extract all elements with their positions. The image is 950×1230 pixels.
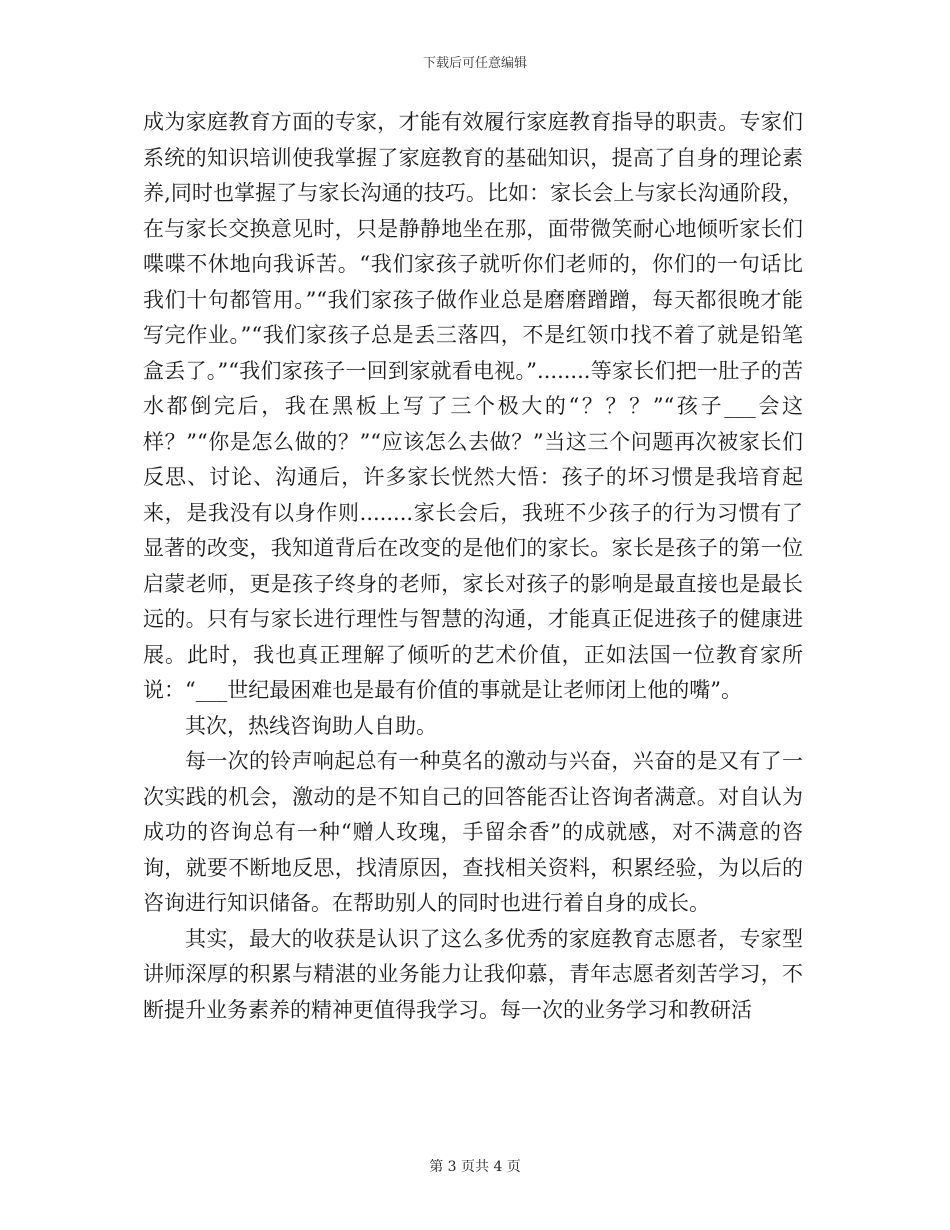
paragraph-1: 成为家庭教育方面的专家，才能有效履行家庭教育指导的职责。专家们系统的知识培训使我掌握了家庭教育的基础知识，提高了自身的理论素养,同时也掌握了与家长沟通的技巧。比如：家长会上与家长沟通阶段，在与家长交换意见时，只是静静地坐在那，面带微笑耐心地倾听家长们喋喋不休地向我诉苦。“我们家孩子就听你们老师的，你们的一句话比我们十句都管用。”“我们家孩子做作业总是磨磨蹭蹭，每天都很晚才能写完作业。”“我们家孩子总是丢三落四，不是红领巾找不着了就是铅笔盒丢了。”“我们家孩子一回到家就看电视。”........等家长们把一肚子的苦水都倒完后，我在黑板上写了三个极大的“？？？”“孩子___会这样？”“你是怎么做的？”“应该怎么去做？”当这三个问题再次被家长们反思、讨论、沟通后，许多家长恍然大悟：孩子的坏习惯是我培育起来，是我没有以身作则........家长会后，我班不少孩子的行为习惯有了显著的改变，我知道背后在改变的是他们的家长。家长是孩子的第一位启蒙老师，更是孩子终身的老师，家长对孩子的影响是最直接也是最长远的。只有与家长进行理性与智慧的沟通，才能真正促进孩子的健康进展。此时，我也真正理解了倾听的艺术价值，正如法国一位教育家所说：“___世纪最困难也是最有价值的事就是让老师闭上他的嘴”。 (143, 110, 803, 702)
paragraph-3: 每一次的铃声响起总有一种莫名的激动与兴奋，兴奋的是又有了一次实践的机会，激动的是不知自己的回答能否让咨询者满意。对自认为成功的咨询总有一种“赠人玫瑰，手留余香”的成就感，对不满意的咨询，就要不断地反思，找清原因，查找相关资料，积累经验，为以后的咨询进行知识储备。在帮助别人的同时也进行着自身的成长。 (143, 749, 803, 915)
document-body (143, 105, 803, 1028)
paragraph-2: 其次，热线咨询助人自助。 (185, 713, 437, 738)
page-number-footer: 第 3 页共 4 页 (429, 1159, 521, 1175)
paragraph-4: 其实，最大的收获是认识了这么多优秀的家庭教育志愿者，专家型讲师深厚的积累与精湛的业务能力让我仰慕，青年志愿者刻苦学习，不断提升业务素养的精神更值得我学习。每一次的业务学习和教研活 (143, 926, 803, 1022)
page-header: 下载后可任意编辑 (422, 56, 527, 71)
